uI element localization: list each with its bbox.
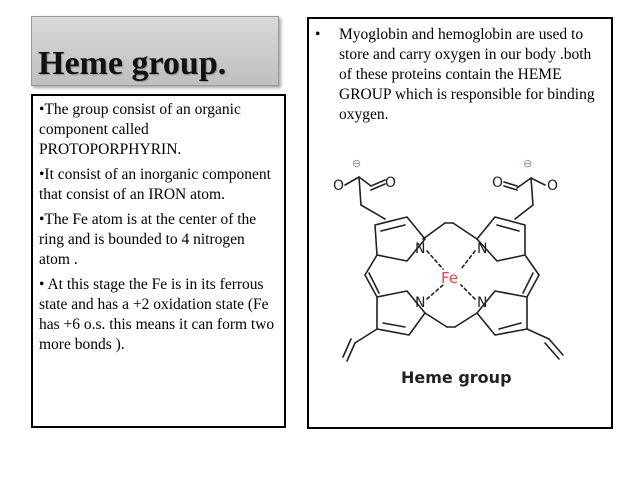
- right-oxygen-label-1: O: [492, 175, 504, 191]
- nitrogen-label-1: N: [415, 241, 426, 257]
- pyrrole-bottom-left: [377, 291, 447, 335]
- heme-structure-diagram: [327, 147, 597, 397]
- bullet-fe-center: •The Fe atom is at the center of the ring and is bounded to 4 nitrogen atom .: [39, 211, 257, 268]
- bullet-ferrous-state: • At this stage the Fe is in its ferrous state and has a +2 oxidation state (Fe has +6 o.s. this means it can form two more bonds ).: [39, 276, 275, 353]
- left-oxygen-label-1: O: [333, 178, 345, 194]
- bullet-organic-component: •The group consist of an organic component called PROTOPORPHYRIN.: [39, 101, 241, 158]
- left-carboxylate-group: [333, 157, 396, 219]
- heme-structure-svg: [327, 147, 597, 397]
- left-text-panel: [31, 94, 286, 428]
- right-charge-label: ⊖: [523, 157, 533, 170]
- nitrogen-label-4: N: [477, 295, 488, 311]
- vinyl-left: [355, 329, 377, 343]
- left-charge-label: ⊖: [352, 157, 362, 170]
- meso-bridge-right: [525, 255, 539, 275]
- right-panel: [307, 17, 613, 429]
- left-oxygen-label-2: O: [385, 175, 397, 191]
- bullet-marker: •: [315, 26, 321, 43]
- nitrogen-label-2: N: [477, 241, 488, 257]
- right-oxygen-label-2: O: [547, 178, 559, 194]
- nitrogen-label-3: N: [415, 295, 426, 311]
- right-carboxylate-group: [492, 157, 558, 219]
- meso-bridge-left: [365, 255, 377, 275]
- diagram-caption: Heme group: [401, 368, 512, 387]
- vinyl-right: [527, 329, 549, 339]
- iron-center-label: Fe: [441, 269, 459, 287]
- title-box: [31, 16, 279, 86]
- right-bullet-text: Myoglobin and hemoglobin are used to store and carry oxygen in our body .both of these proteins contain the HEME GROUP which is responsible for binding oxygen.: [339, 26, 595, 123]
- page-title: Heme group.: [38, 45, 227, 82]
- bullet-inorganic-component: •It consist of an inorganic component that consist of an IRON atom.: [39, 166, 271, 203]
- pyrrole-top-left: [375, 217, 445, 261]
